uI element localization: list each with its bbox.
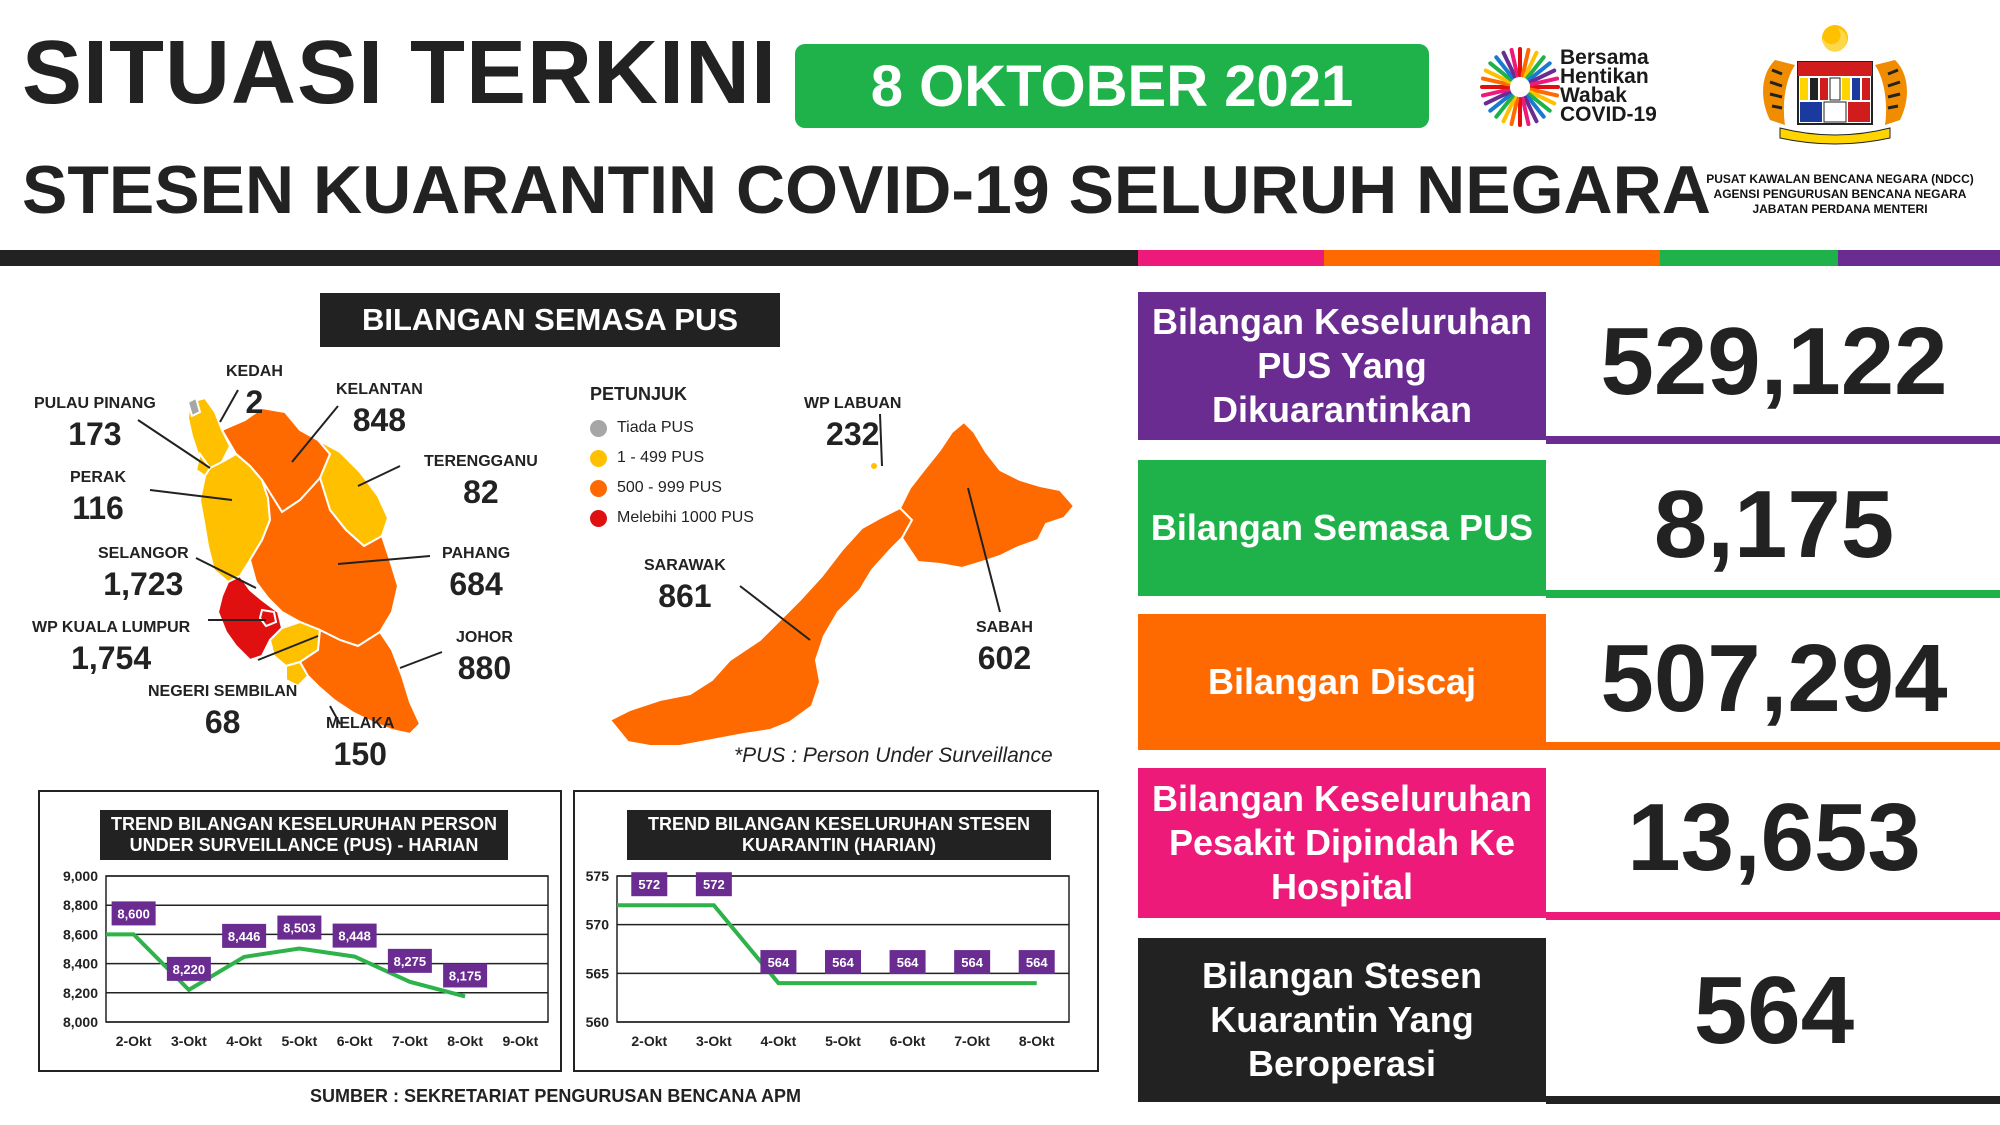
region-value: 861	[658, 578, 712, 614]
data-label: 8,446	[227, 928, 261, 944]
region-name: MELAKA	[326, 715, 395, 732]
region-johor	[456, 630, 513, 684]
region-name: KELANTAN	[336, 381, 423, 398]
map-title: BILANGAN SEMASA PUS	[320, 293, 780, 347]
region-name: SABAH	[976, 619, 1033, 636]
legend-label: 500 - 999 PUS	[617, 479, 722, 496]
y-tick-label: 9,000	[62, 868, 98, 884]
region-name: KEDAH	[226, 363, 283, 380]
legend-label: Tiada PUS	[617, 419, 694, 436]
stat-value-hospital: 13,653	[1627, 784, 1921, 891]
region-value: 173	[68, 416, 122, 452]
x-tick-label: 3-Okt	[695, 1033, 732, 1049]
region-value: 602	[977, 640, 1032, 676]
region-pulau-pinang	[34, 396, 156, 450]
x-tick-label: 6-Okt	[889, 1033, 926, 1049]
region-name: SELANGOR	[98, 545, 189, 562]
y-tick-label: 8,400	[62, 955, 98, 972]
campaign-line: Hentikan	[1560, 65, 1649, 88]
campaign-line: Bersama	[1560, 46, 1649, 69]
region-name: WP LABUAN	[804, 395, 902, 412]
station-trend-chart	[573, 790, 1099, 1072]
legend-item	[590, 479, 754, 497]
x-tick-label: 9-Okt	[502, 1033, 539, 1049]
region-pahang	[442, 546, 510, 600]
stat-underline	[1546, 742, 2000, 750]
campaign-line: COVID-19	[1560, 103, 1657, 126]
x-tick-label: 5-Okt	[825, 1033, 861, 1049]
data-label: 8,600	[117, 906, 150, 922]
map-legend	[590, 384, 754, 527]
legend-label: 1 - 499 PUS	[617, 449, 705, 466]
x-tick-label: 4-Okt	[760, 1033, 797, 1049]
region-selangor	[98, 546, 189, 600]
data-label: 564	[1025, 955, 1048, 971]
agency-line: AGENSI PENGURUSAN BENCANA NEGARA	[1713, 187, 1967, 201]
stat-label-total-pus: Bilangan Keseluruhan PUS Yang Dikuarantinkan	[1138, 292, 1546, 440]
divider-band-green	[1660, 250, 1838, 266]
y-tick-label: 8,000	[62, 1014, 98, 1030]
x-tick-label: 7-Okt	[954, 1033, 991, 1049]
region-value: 848	[352, 402, 407, 438]
legend-title: PETUNJUK	[590, 384, 688, 404]
plot-area	[106, 876, 548, 1022]
region-kedah	[226, 364, 283, 418]
region-wp-kuala-lumpur	[32, 620, 190, 674]
region-name: PERAK	[70, 469, 127, 486]
data-label: 564	[832, 955, 854, 971]
legend-swatch	[590, 510, 607, 527]
legend-swatch	[590, 480, 607, 497]
data-label: 8,220	[172, 961, 206, 977]
data-label: 572	[638, 877, 661, 893]
x-tick-label: 6-Okt	[336, 1033, 373, 1049]
map-region-sarawak	[610, 508, 912, 746]
divider-band-pink	[1138, 250, 1324, 266]
stat-underline	[1546, 436, 2000, 444]
stat-value-stations: 564	[1693, 957, 1855, 1064]
divider-band-purple	[1838, 250, 2000, 266]
x-tick-label: 3-Okt	[170, 1033, 207, 1049]
agency-line: PUSAT KAWALAN BENCANA NEGARA (NDCC)	[1706, 172, 1974, 186]
data-label: 564	[896, 955, 919, 971]
data-label: 8,175	[448, 968, 482, 984]
region-sabah	[976, 620, 1033, 674]
region-value: 684	[449, 566, 503, 602]
x-tick-label: 4-Okt	[226, 1033, 263, 1049]
coat-of-arms-icon	[1740, 20, 1930, 150]
data-label: 572	[703, 877, 725, 893]
region-negeri-sembilan	[148, 684, 297, 738]
region-value: 116	[72, 490, 124, 526]
pus-trend-chart	[38, 790, 562, 1072]
region-perak	[70, 470, 126, 524]
region-name: JOHOR	[456, 629, 513, 646]
region-value: 1,754	[71, 640, 152, 676]
region-name: SARAWAK	[644, 557, 726, 574]
stat-underline	[1546, 590, 2000, 598]
legend-swatch	[590, 450, 607, 467]
region-name: PULAU PINANG	[34, 395, 156, 412]
data-label: 8,503	[283, 920, 316, 936]
y-tick-label: 8,800	[62, 897, 98, 914]
region-name: WP KUALA LUMPUR	[32, 619, 191, 636]
campaign-line: Wabak	[1560, 84, 1627, 107]
pus-footnote: *PUS : Person Under Surveillance	[734, 744, 1053, 767]
stat-label-hospital: Bilangan Keseluruhan Pesakit Dipindah Ke Hospital	[1138, 768, 1546, 918]
legend-item	[590, 449, 754, 467]
x-tick-label: 2-Okt	[631, 1033, 668, 1049]
region-name: TERENGGANU	[424, 453, 538, 470]
stat-value-discharge: 507,294	[1600, 625, 1948, 732]
region-wp-labuan	[804, 396, 901, 450]
page-title: SITUASI TERKINI	[22, 23, 778, 123]
agency-line: JABATAN PERDANA MENTERI	[1752, 202, 1928, 216]
y-tick-label: 565	[585, 965, 609, 982]
region-value: 2	[245, 384, 264, 420]
data-label: 8,448	[338, 928, 371, 944]
divider-band-orange	[1324, 250, 1660, 266]
agency-block	[1690, 172, 1990, 217]
map-region-sabah	[900, 422, 1074, 568]
y-tick-label: 8,600	[62, 926, 98, 943]
map-region-labuan	[870, 462, 878, 470]
y-tick-label: 575	[585, 868, 609, 884]
data-label: 564	[767, 955, 790, 971]
legend-swatch	[590, 420, 607, 437]
legend-item	[590, 419, 754, 437]
y-tick-label: 560	[585, 1014, 609, 1030]
legend-label: Melebihi 1000 PUS	[617, 509, 754, 526]
data-label: 8,275	[393, 953, 427, 969]
x-tick-label: 8-Okt	[1018, 1033, 1055, 1049]
region-value: 150	[333, 736, 387, 772]
x-tick-label: 8-Okt	[447, 1033, 484, 1049]
stat-label-current-pus: Bilangan Semasa PUS	[1138, 460, 1546, 596]
stat-label-discharge: Bilangan Discaj	[1138, 614, 1546, 750]
date-badge: 8 OKTOBER 2021	[795, 44, 1429, 128]
x-tick-label: 5-Okt	[281, 1033, 318, 1049]
stat-value-current-pus: 8,175	[1653, 471, 1895, 578]
chart-title: TREND BILANGAN KESELURUHAN STESEN KUARANTIN (HARIAN)	[627, 810, 1051, 860]
legend-item	[590, 509, 754, 527]
data-label: 564	[961, 955, 983, 971]
chart-title: TREND BILANGAN KESELURUHAN PERSON UNDER SURVEILLANCE (PUS) - HARIAN	[100, 810, 508, 860]
region-value: 1,723	[103, 566, 184, 602]
region-name: NEGERI SEMBILAN	[148, 683, 298, 700]
x-tick-label: 7-Okt	[391, 1033, 428, 1049]
region-name: PAHANG	[442, 545, 511, 562]
region-sarawak	[644, 558, 726, 612]
source-note: SUMBER : SEKRETARIAT PENGURUSAN BENCANA APM	[310, 1086, 802, 1106]
stat-label-stations: Bilangan Stesen Kuarantin Yang Beroperasi	[1138, 938, 1546, 1102]
plot-area	[617, 876, 1069, 1022]
campaign-logo-text	[1560, 48, 1657, 124]
stat-value-total-pus: 529,122	[1600, 308, 1948, 415]
y-tick-label: 8,200	[62, 984, 98, 1001]
region-value: 82	[463, 474, 499, 510]
region-kelantan	[336, 382, 423, 436]
page-subtitle: STESEN KUARANTIN COVID-19 SELURUH NEGARA	[22, 152, 1711, 228]
y-tick-label: 570	[585, 916, 609, 933]
region-melaka	[326, 716, 394, 770]
stat-underline	[1546, 912, 2000, 920]
stat-underline	[1546, 1096, 2000, 1104]
x-tick-label: 2-Okt	[115, 1033, 152, 1049]
divider-band	[0, 250, 1138, 266]
region-value: 232	[826, 416, 880, 452]
region-terengganu	[424, 454, 538, 508]
region-value: 880	[457, 650, 512, 686]
region-value: 68	[204, 704, 241, 740]
